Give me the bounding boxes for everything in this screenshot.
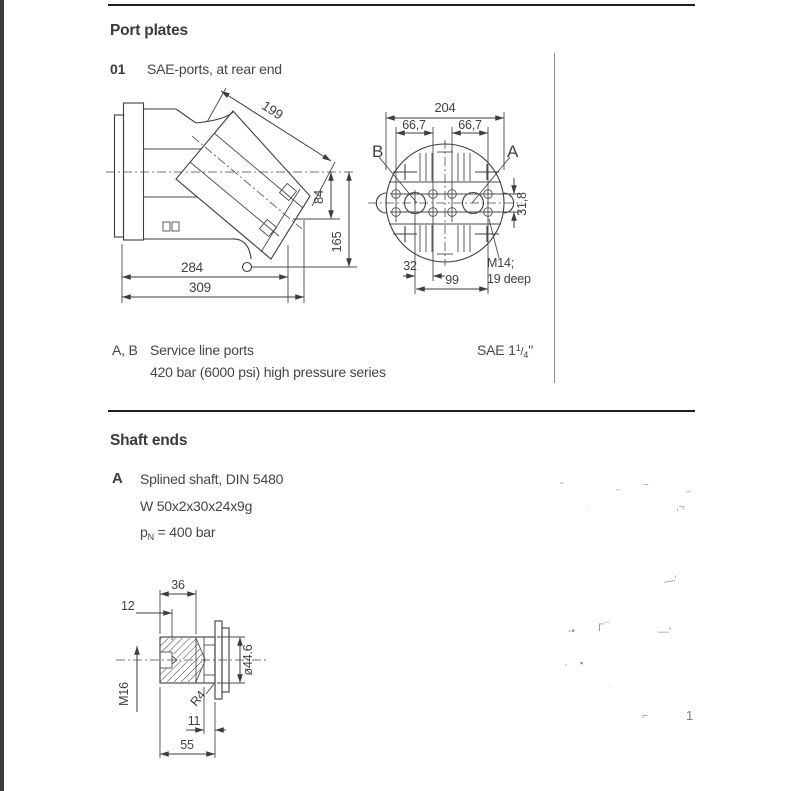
shaft-desc1: Splined shaft, DIN 5480: [140, 471, 284, 487]
dim-12-label: 12: [121, 599, 135, 613]
page-left-edge: [0, 0, 4, 791]
dimension-36: [160, 578, 196, 634]
scan-artifact: ▪: [580, 658, 584, 668]
sae-size-denominator: 4: [523, 350, 529, 360]
service-ports-desc2: 420 bar (6000 psi) high pressure series: [150, 364, 386, 380]
diameter-label: ø44.6: [241, 644, 255, 676]
scan-artifact: ·: [586, 504, 589, 514]
pump-side-view-drawing: [104, 84, 366, 310]
scan-artifact: ~: [643, 480, 649, 491]
sae-inch-mark: ": [528, 342, 533, 358]
dim-31-8-label: 31,8: [515, 192, 529, 216]
thread-note-line1: M14;: [487, 256, 514, 270]
thread-m16: [117, 646, 137, 712]
port-plates-heading: Port plates: [110, 22, 188, 39]
port-b-label: B: [372, 142, 384, 161]
flange: [115, 103, 180, 240]
service-ports-desc1: Service line ports: [150, 342, 254, 358]
dim-32-label: 32: [403, 259, 417, 273]
dim-309-label: 309: [189, 280, 211, 295]
thread-m16-label: M16: [117, 682, 131, 706]
sae-size-slash: /: [520, 346, 524, 358]
dim-11-label: 11: [187, 714, 201, 728]
thread-note-line2: 19 deep: [487, 272, 531, 286]
dimension-99: [416, 273, 488, 289]
dimension-309: [122, 220, 304, 303]
scan-artifact: ·: [608, 680, 611, 690]
dim-165-label: 165: [329, 231, 344, 253]
dim-36-label: 36: [171, 578, 185, 592]
dim-66-7-right-label: 66,7: [458, 118, 482, 132]
scan-artifact: -: [564, 660, 568, 671]
scan-artifact: —': [663, 573, 679, 589]
sae-port-size: [477, 342, 533, 360]
top-rule: [108, 4, 695, 6]
column-separator: [554, 53, 555, 383]
pump-body: [144, 109, 252, 259]
scan-artifact: –: [616, 484, 622, 494]
dim-284-label: 284: [181, 260, 203, 275]
dim-84-label: 84: [311, 189, 326, 205]
shaft-ends-code: A: [112, 470, 123, 487]
scan-artifact: Γ¯: [598, 622, 611, 634]
port-a-label: A: [507, 142, 519, 161]
scan-artifact: —': [658, 626, 672, 638]
dim-99-label: 99: [445, 273, 459, 287]
shaft-end-drawing: [108, 566, 276, 766]
dimension-199: [207, 88, 335, 206]
shaft-pressure: [140, 524, 215, 542]
scan-artifact: 1: [686, 708, 694, 723]
port-plates-code-label: SAE-ports, at rear end: [147, 61, 282, 77]
scan-artifact: ,¬: [676, 502, 685, 513]
section-divider: [108, 410, 695, 412]
dim-204-label: 204: [434, 100, 456, 115]
dimension-12: [121, 599, 172, 640]
dimension-66-7: [396, 118, 488, 133]
scan-artifact: –: [686, 486, 692, 496]
dim-55-label: 55: [180, 738, 194, 752]
scan-artifact: -•: [568, 626, 575, 637]
service-ports-key: A, B: [112, 342, 138, 358]
pressure-value: = 400 bar: [157, 524, 216, 540]
pressure-symbol: p: [140, 524, 148, 540]
spline-section: [160, 638, 205, 682]
port-plates-code: 01: [110, 61, 126, 77]
thread-note: [487, 219, 531, 286]
pressure-subscript: N: [147, 532, 154, 542]
dim-199-label: 199: [259, 97, 286, 123]
dim-66-7-left-label: 66,7: [402, 118, 426, 132]
scan-artifact: ⌐: [642, 710, 649, 722]
shaft-desc2: W 50x2x30x24x9g: [140, 498, 253, 514]
dimension-radius: [188, 684, 214, 709]
shaft-ends-heading: Shaft ends: [110, 432, 188, 449]
scan-artifact: -: [560, 477, 564, 489]
sae-size-whole: SAE 1: [477, 342, 516, 358]
sae-size-numerator: 1: [515, 343, 521, 353]
port-plate-rear-view-drawing: [365, 100, 550, 302]
radius-label: R4: [187, 687, 209, 709]
